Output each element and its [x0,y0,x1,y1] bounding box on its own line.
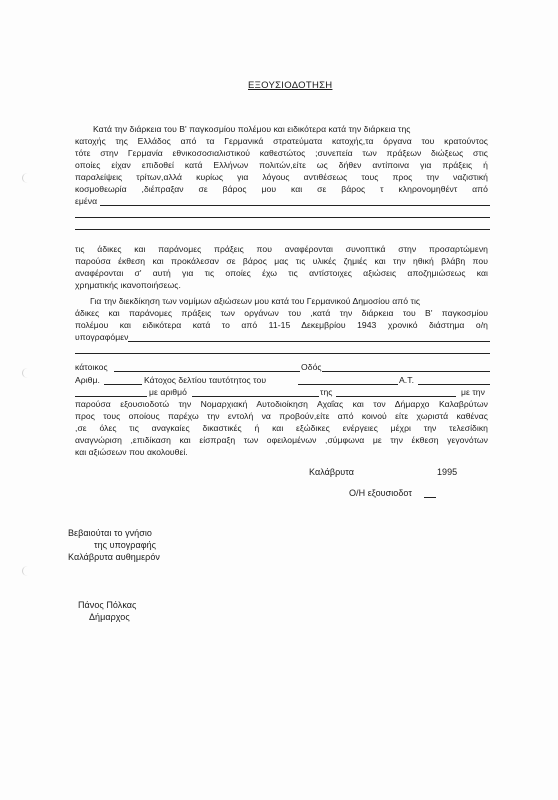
odos-line [322,371,490,372]
fill-line-4 [128,341,490,342]
at-label: Α.Τ. [399,375,415,385]
arithm-line [104,384,142,385]
para1-line-6: κοσμοθεωρία ,διέπραξαν σε βάρος μου και σε βάρος τ κληρονομηθέντ από [75,184,488,194]
mayor-name: Πάνος Πόλκας [78,600,137,610]
tis-line [336,396,456,397]
para3-line-3: πολέμου και ειδικότερα κατά το από 11-15 Δεκεμβρίου 1943 χρονικό διάστημα ο/η [75,320,488,330]
para3-line-1: Για την διεκδίκηση των νομίμων αξιώσεων μου κατά του Γερμανικού Δημοσίου από τις [90,296,421,306]
para2-line-4: χρηματικής ικανοποιήσεως. [75,280,181,290]
para2-line-3: αναφέρονται σ' αυτή για τις οποίες έχω τις αντίστοιχες αξιώσεις αποζημιώσεως και [75,268,488,278]
para4-line-5: και αξιώσεων που ακολουθεί. [75,447,188,457]
para3-line-4: υπογραφόμεν [75,332,129,342]
year-label: 1995 [437,467,458,477]
document-title: ΕΞΟΥΣΙΟΔΟΤΗΣΗ [248,80,333,91]
para2-line-1: τις άδικες και παράνομες πράξεις που αναφέρονται συνοπτικά στην προσαρτώμενη [75,244,488,254]
me-tin-label: με την [461,387,485,397]
para4-line-2: προς τους οποίους παρέχω την εντολή να προβούν,είτε από κοινού είτε χωριστά καθένας [75,411,488,421]
tis-label: της [320,387,333,397]
para4-line-1: παρούσα εξουσιοδοτώ την Νομαρχιακή Αυτοδιοίκηση Αχαΐας και τον Δήμαρχο Καλαβρύτων [75,399,488,409]
arithm-label: Αριθμ. [75,375,100,385]
para1-line-4: οποίες είχαν επιδοθεί κατά Ελλήνων πολιτών,είτε ως δήθεν αντίποινα για πράξεις ή [75,160,488,170]
certification-line-3: Καλάβρυτα αυθημερόν [68,552,160,562]
emena-label: εμένα [75,196,98,206]
punch-mark-top [22,173,33,183]
fill-line-2 [75,217,490,218]
pre-arithmo-line [75,396,147,397]
fill-line-1 [100,205,490,206]
authorizer-label: Ο/Η εξουσιοδοτ [349,488,412,498]
para1-line-1: Κατά την διάρκεια του Β' παγκοσμίου πολέμου και ειδικότερα κατά την διάρκεια της [93,124,411,134]
arithmo-line [192,396,319,397]
para2-line-2: παρούσα έκθεση και προκάλεσαν σε βάρος μας τις υλικές ζημιές και την ηθική βλάβη που [75,256,488,266]
katoxos-label: Κάτοχος δελτίου ταυτότητος του [144,375,267,385]
para1-line-3: τότε στην Γερμανία εθνικοσοσιαλιστικού καθεστώτος ;συνεπεία των πράξεων διώξεως στις [75,148,488,158]
punch-mark-middle [22,368,33,378]
certification-line-1: Βεβαιούται το γνήσιο [68,528,152,538]
para1-line-5: παραλείψεις τρίτων,αλλά κυρίως για λόγους αντιθέσεως τους προς την ναζιστική [75,172,488,182]
katoxos-line [298,384,398,385]
punch-mark-bottom [22,566,33,576]
katoikos-line [114,371,300,372]
certification-line-2: της υπογραφής [94,540,157,550]
katoikos-label: κάτοικος [75,362,108,372]
para1-line-2: κατοχής της Ελλάδος από τα Γερμανικά στρατεύματα κατοχής,τα όργανα του κρατούντος [75,136,488,146]
para3-line-2: άδικες και παράνομες πράξεις των οργάνων του ,κατά την διάρκεια του Β' παγκοσμίου [75,308,488,318]
odos-label: Οδός [301,362,322,372]
at-line [418,384,490,385]
place-label: Καλάβρυτα [309,467,354,477]
fill-line-3 [75,229,490,230]
para4-line-4: αναγνώριση ,επιδίκαση και είσπραξη των οφειλομένων ,σύμφωνα με την έκθεση γεγονότων [75,435,488,445]
me-arithmo-label: με αριθμό [149,387,187,397]
fill-line-5 [75,353,490,354]
para4-line-3: ,σε όλες τις αναγκαίες δικαστικές ή και εξώδικες ενέργειες μέχρι την τελεσίδικη [75,423,488,433]
authorizer-line [424,497,436,498]
mayor-title: Δήμαρχος [89,612,130,622]
